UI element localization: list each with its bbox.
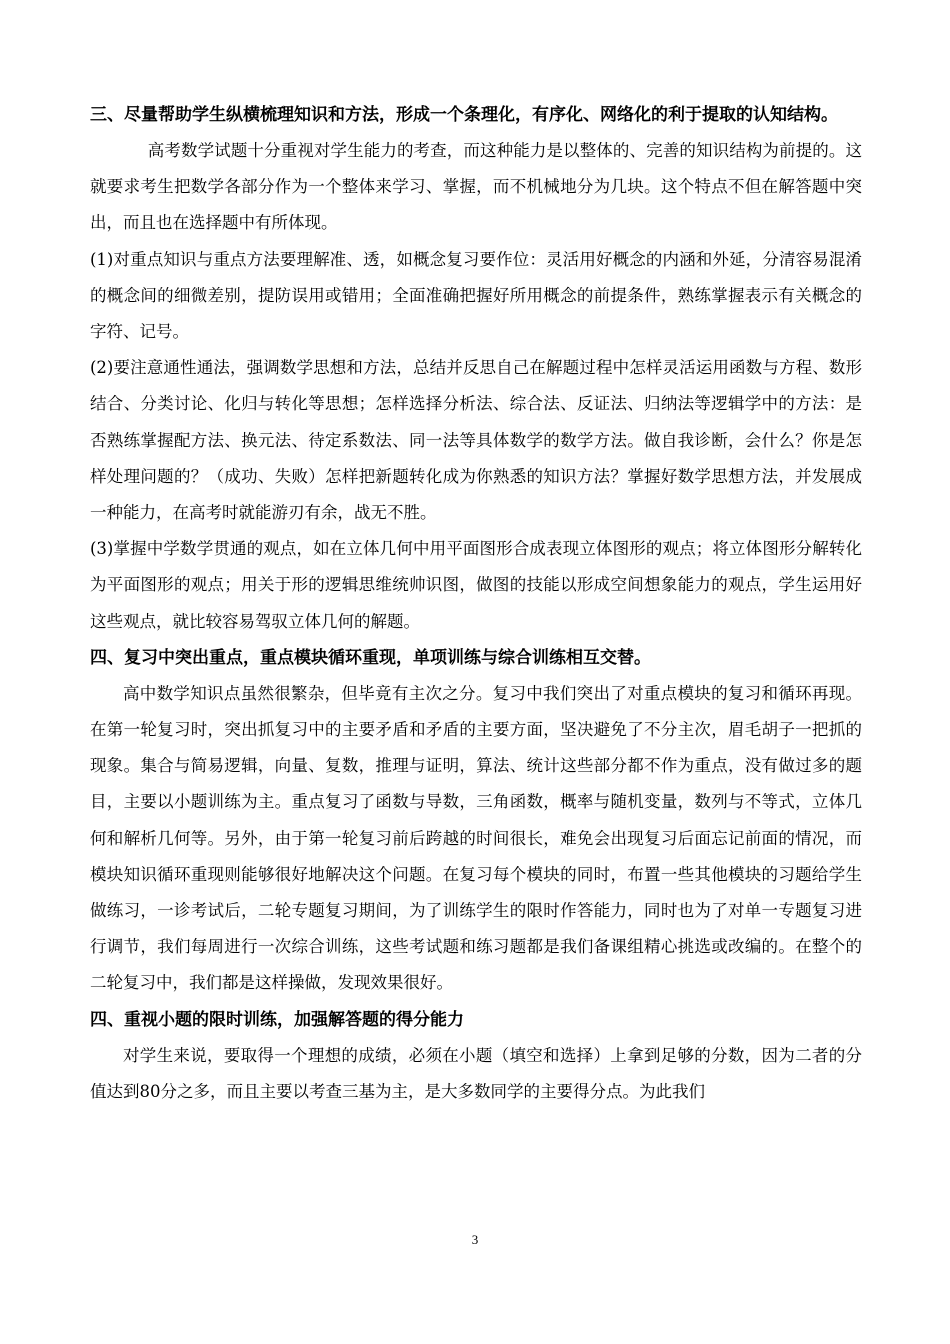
- paragraph-section-4: 高中数学知识点虽然很繁杂，但毕竟有主次之分。复习中我们突出了对重点模块的复习和循环再现。在第一轮复习时，突出抓复习中的主要矛盾和矛盾的主要方面，坚决避免了不分主次，眉毛胡子一把抓的现象。集合与简易逻辑，向量、复数，推理与证明，算法、统计这些部分都不作为重点，没有做过多的题目，主要以小题训练为主。重点复习了函数与导数，三角函数，概率与随机变量，数列与不等式，立体几何和解析几何等。另外，由于第一轮复习前后跨越的时间很长，难免会出现复习后面忘记前面的情况，而模块知识循环重现则能够很好地解决这个问题。在复习每个模块的同时，布置一些其他模块的习题给学生做练习，一诊考试后，二轮专题复习期间，为了训练学生的限时作答能力，同时也为了对单一专题复习进行调节，我们每周进行一次综合训练，这些考试题和练习题都是我们备课组精心挑选或改编的。在整个的二轮复习中，我们都是这样操做，发现效果很好。: [90, 683, 862, 993]
- paragraph-item-2: (2)要注意通性通法，强调数学思想和方法，总结并反思自己在解题过程中怎样灵活运用函数与方程、数形结合、分类讨论、化归与转化等思想；怎样选择分析法、综合法、反证法、归纳法等逻辑学中的方法：是否熟练掌握配方法、换元法、待定系数法、同一法等具体数学的数学方法。做自我诊断，会什么？你是怎样处理问题的？（成功、失败）怎样把新题转化成为你熟悉的知识方法？掌握好数学思想方法，并发展成一种能力，在高考时就能游刃有余，战无不胜。: [90, 358, 862, 523]
- section-heading-3: 三、尽量帮助学生纵横梳理知识和方法，形成一个条理化，有序化、网络化的利于提取的认知结构。: [90, 105, 838, 125]
- page-content: [90, 97, 862, 1110]
- paragraph-section-5: 对学生来说，要取得一个理想的成绩，必须在小题（填空和选择）上拿到足够的分数，因为二者的分值达到80分之多，而且主要以考查三基为主，是大多数同学的主要得分点。为此我们: [90, 1045, 862, 1101]
- paragraph-intro: 高考数学试题十分重视对学生能力的考查，而这种能力是以整体的、完善的知识结构为前提的。这就要求考生把数学各部分作为一个整体来学习、掌握，而不机械地分为几块。这个特点不但在解答题中突出，而且也在选择题中有所体现。: [90, 141, 862, 233]
- section-heading-5: 四、重视小题的限时训练，加强解答题的得分能力: [90, 1009, 464, 1030]
- page-number: 3: [471, 1232, 479, 1247]
- section-heading-4: 四、复习中突出重点，重点模块循环重现，单项训练与综合训练相互交替。: [90, 647, 651, 668]
- paragraph-item-3: (3)掌握中学数学贯通的观点，如在立体几何中用平面图形合成表现立体图形的观点；将立体图形分解转化为平面图形的观点；用关于形的逻辑思维统帅识图，做图的技能以形成空间想象能力的观点，学生运用好这些观点，就比较容易驾驭立体几何的解题。: [90, 539, 862, 631]
- paragraph-item-1: (1)对重点知识与重点方法要理解准、透，如概念复习要作位：灵活用好概念的内涵和外延，分清容易混淆的概念间的细微差别，提防误用或错用；全面准确把握好所用概念的前提条件，熟练掌握表示有关概念的字符、记号。: [90, 249, 862, 342]
